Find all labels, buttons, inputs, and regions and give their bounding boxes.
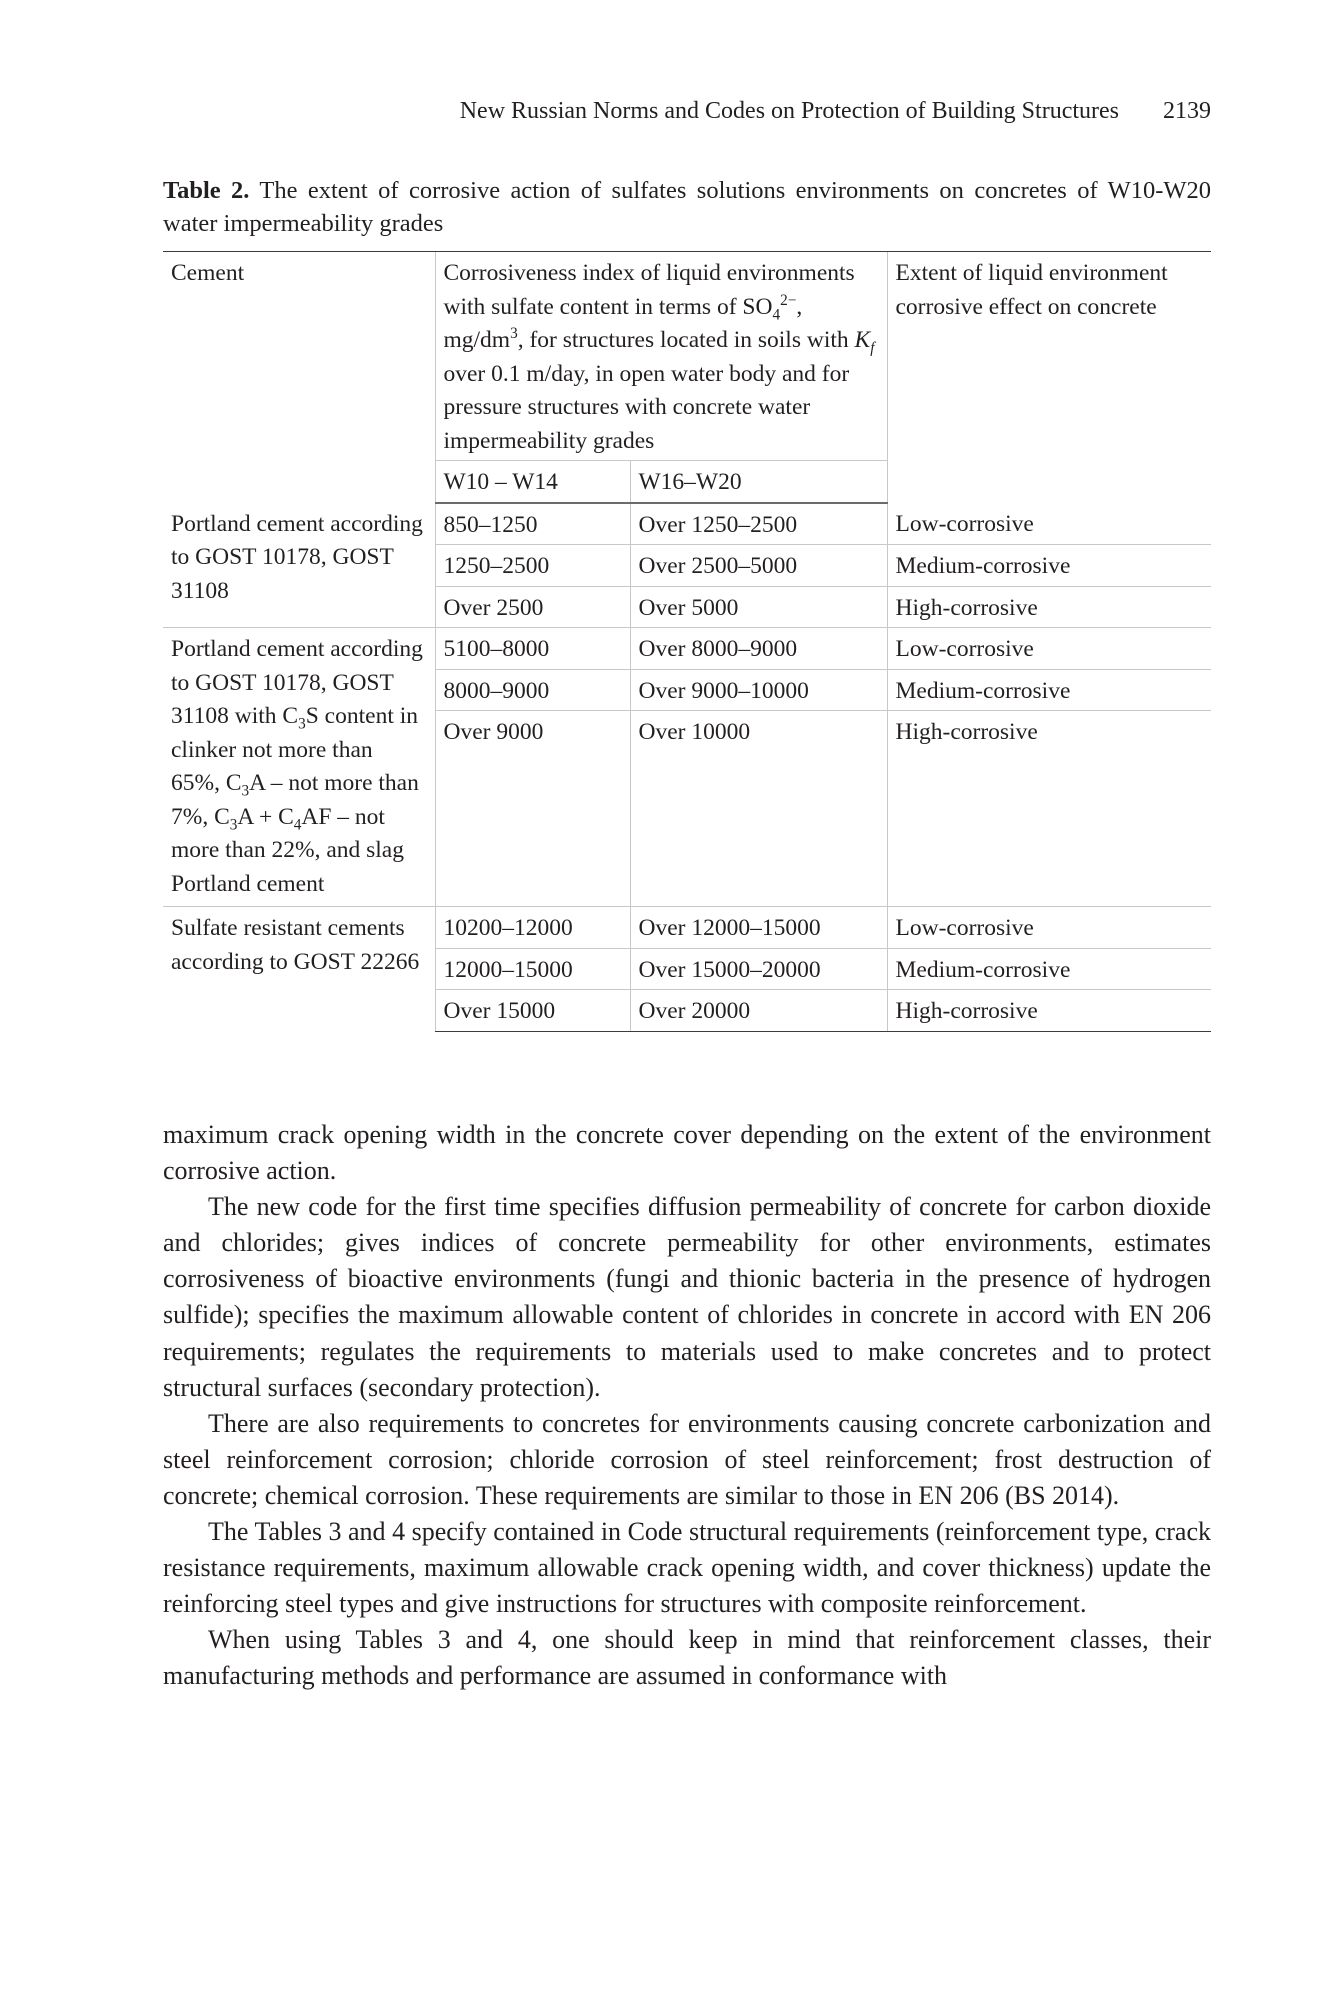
w16-w20-cell: Over 8000–9000 bbox=[630, 628, 887, 670]
table-row bbox=[163, 907, 1211, 949]
table-caption bbox=[163, 174, 1211, 240]
header-corrosiveness-index: Corrosiveness index of liquid environments with sulfate content in terms of $SO_4^{2-}$, $mg/dm^3$, for structures located in soils with $K_f$ over 0.1 m/day, in open water body and for pressure structures with concrete water impermeability grades bbox=[435, 252, 887, 461]
extent-cell: High-corrosive bbox=[887, 990, 1211, 1032]
header-w16-w20: W16–W20 bbox=[630, 461, 887, 503]
w10-w14-cell: 5100–8000 bbox=[435, 628, 630, 670]
w16-w20-cell: Over 12000–15000 bbox=[630, 907, 887, 949]
w16-w20-cell: Over 1250–2500 bbox=[630, 503, 887, 545]
extent-cell: Low-corrosive bbox=[887, 628, 1211, 670]
running-head bbox=[163, 98, 1211, 125]
w10-w14-cell: 10200–12000 bbox=[435, 907, 630, 949]
table-caption-label: Table 2. bbox=[163, 177, 250, 204]
w16-w20-cell: Over 9000–10000 bbox=[630, 669, 887, 711]
body-paragraph: The Tables 3 and 4 specify contained in Code structural requirements (reinforcement type, crack resistance requirements, maximum allowable crack opening width, and cover thickness) update the reinforcing steel types and give instructions for structures with composite reinforcement. bbox=[163, 1517, 1211, 1619]
header-cement: Cement bbox=[163, 252, 435, 503]
w16-w20-cell: Over 5000 bbox=[630, 586, 887, 628]
extent-cell: Low-corrosive bbox=[887, 907, 1211, 949]
cement-cell: Portland cement according to GOST 10178, GOST 31108 with $C_3S$ content in clinker not more than 65%, $C_3A$ – not more than 7%, $C_3A + C_4AF$ – not more than 22%, and slag Portland cement bbox=[163, 628, 435, 907]
extent-cell: Medium-corrosive bbox=[887, 669, 1211, 711]
running-head-title: New Russian Norms and Codes on Protection of Building Structures bbox=[459, 98, 1119, 124]
extent-cell: High-corrosive bbox=[887, 586, 1211, 628]
w10-w14-cell: Over 2500 bbox=[435, 586, 630, 628]
extent-cell: Low-corrosive bbox=[887, 503, 1211, 545]
header-extent: Extent of liquid environment corrosive effect on concrete bbox=[887, 252, 1211, 503]
w10-w14-cell: 12000–15000 bbox=[435, 948, 630, 990]
extent-cell: Medium-corrosive bbox=[887, 545, 1211, 587]
w16-w20-cell: Over 10000 bbox=[630, 711, 887, 907]
body-text bbox=[163, 1117, 1211, 1695]
page-number: 2139 bbox=[1163, 98, 1211, 124]
w10-w14-cell: 8000–9000 bbox=[435, 669, 630, 711]
table-caption-text: The extent of corrosive action of sulfates solutions environments on concretes of W10-W20 water impermeability grades bbox=[163, 177, 1211, 237]
body-paragraph: maximum crack opening width in the concrete cover depending on the extent of the environment corrosive action. bbox=[163, 1120, 1211, 1186]
body-paragraph: When using Tables 3 and 4, one should keep in mind that reinforcement classes, their manufacturing methods and performance are assumed in conformance with bbox=[163, 1625, 1211, 1691]
w10-w14-cell: 850–1250 bbox=[435, 503, 630, 545]
table-header-row bbox=[163, 252, 1211, 461]
table-row bbox=[163, 503, 1211, 545]
extent-cell: High-corrosive bbox=[887, 711, 1211, 907]
w16-w20-cell: Over 20000 bbox=[630, 990, 887, 1032]
w16-w20-cell: Over 2500–5000 bbox=[630, 545, 887, 587]
sulfate-corrosion-table bbox=[163, 251, 1211, 1032]
w10-w14-cell: 1250–2500 bbox=[435, 545, 630, 587]
table-row bbox=[163, 628, 1211, 670]
body-paragraph: The new code for the first time specifies diffusion permeability of concrete for carbon dioxide and chlorides; gives indices of concrete permeability for other environments, estimates corrosiveness of bioactive environments (fungi and thionic bacteria in the presence of hydrogen sulfide); specifies the maximum allowable content of chlorides in concrete in accord with EN 206 requirements; regulates the requirements to materials used to make concretes and to protect structural surfaces (secondary protection). bbox=[163, 1192, 1211, 1402]
header-w10-w14: W10 – W14 bbox=[435, 461, 630, 503]
cement-cell: Sulfate resistant cements according to GOST 22266 bbox=[163, 907, 435, 1032]
body-paragraph: There are also requirements to concretes for environments causing concrete carbonization and steel reinforcement corrosion; chloride corrosion of steel reinforcement; frost destruction of concrete; chemical corrosion. These requirements are similar to those in EN 206 (BS 2014). bbox=[163, 1408, 1211, 1510]
w10-w14-cell: Over 15000 bbox=[435, 990, 630, 1032]
w16-w20-cell: Over 15000–20000 bbox=[630, 948, 887, 990]
extent-cell: Medium-corrosive bbox=[887, 948, 1211, 990]
w10-w14-cell: Over 9000 bbox=[435, 711, 630, 907]
cement-cell: Portland cement according to GOST 10178, GOST 31108 bbox=[171, 510, 423, 604]
